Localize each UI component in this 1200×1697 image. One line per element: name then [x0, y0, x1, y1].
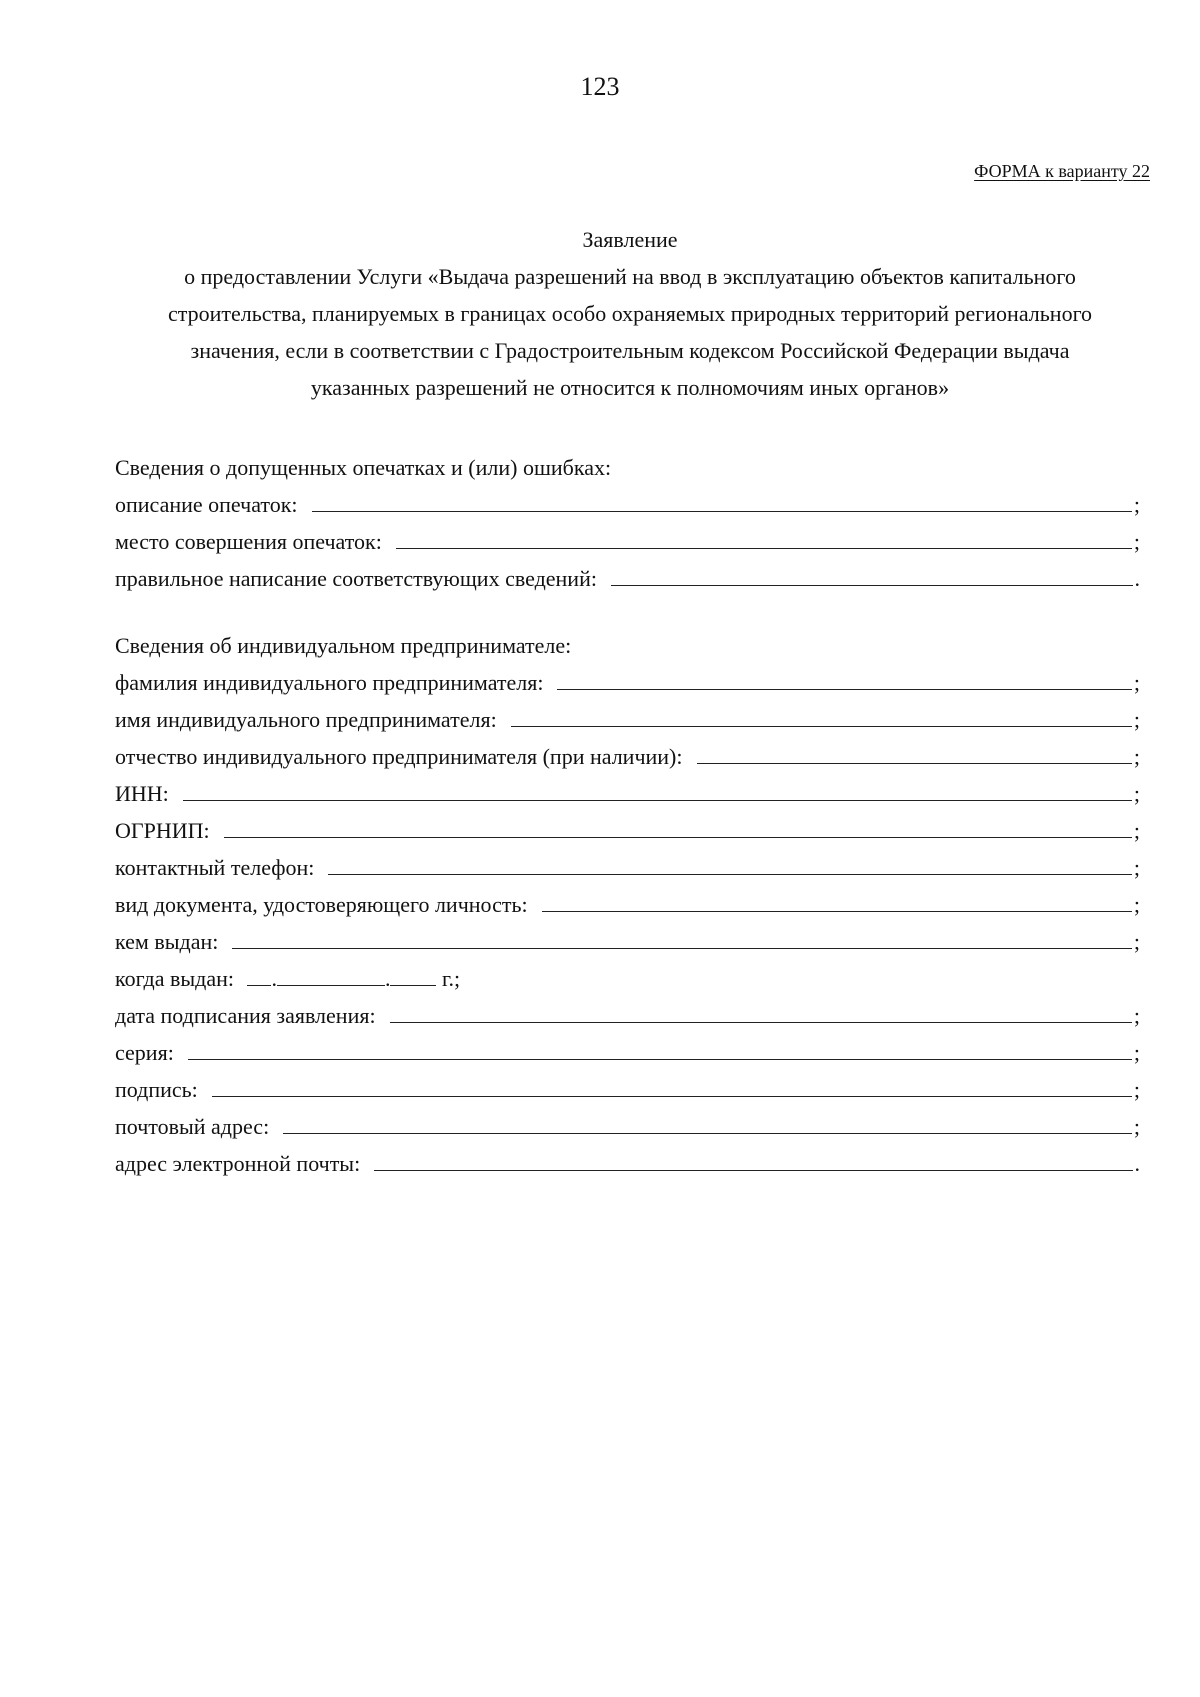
field-series [115, 1034, 1140, 1071]
first-name-input[interactable] [511, 704, 1132, 727]
field-label: имя индивидуального предпринимателя: [115, 707, 497, 732]
field-inn [115, 775, 1140, 812]
field-id-document-type [115, 886, 1140, 923]
field-correct-spelling [115, 560, 1140, 597]
field-postal-address [115, 1108, 1140, 1145]
title-heading: Заявление [582, 227, 678, 252]
field-terminator: ; [1133, 492, 1140, 517]
issue-day-input[interactable] [247, 965, 271, 986]
series-input[interactable] [188, 1037, 1132, 1060]
field-label: ИНН: [115, 781, 169, 806]
entrepreneur-section-heading: Сведения об индивидуальном предпринимателе: [115, 633, 572, 658]
field-label: отчество индивидуального предпринимателя (при наличии): [115, 744, 683, 769]
date-separator: . [271, 966, 277, 991]
field-patronymic [115, 738, 1140, 775]
field-label: фамилия индивидуального предпринимателя: [115, 670, 544, 695]
field-terminator: ; [1133, 1003, 1140, 1028]
page-number: 123 [580, 72, 620, 101]
field-signature [115, 1071, 1140, 1108]
title-line: значения, если в соответствии с Градостроительным кодексом Российской Федерации выдача [190, 338, 1070, 363]
errors-section [115, 449, 1140, 597]
field-label: адрес электронной почты: [115, 1151, 361, 1176]
date-separator: . [384, 966, 391, 991]
field-label: кем выдан: [115, 929, 219, 954]
field-terminator: ; [1133, 1040, 1140, 1065]
year-suffix: г.; [441, 966, 461, 991]
field-label: описание опечаток: [115, 492, 298, 517]
title-line: строительства, планируемых в границах особо охраняемых природных территорий регионального [167, 301, 1093, 326]
field-label: правильное написание соответствующих сведений: [115, 566, 597, 591]
field-signing-date [115, 997, 1140, 1034]
title-line: указанных разрешений не относится к полномочиям иных органов» [310, 375, 950, 400]
field-terminator: ; [1133, 855, 1140, 880]
field-surname [115, 664, 1140, 701]
field-terminator: ; [1133, 670, 1140, 695]
field-email [115, 1145, 1140, 1182]
postal-address-input[interactable] [283, 1111, 1132, 1134]
phone-input[interactable] [328, 852, 1132, 875]
issued-by-input[interactable] [232, 926, 1132, 949]
signing-date-input[interactable] [390, 1000, 1132, 1023]
field-label: ОГРНИП: [115, 818, 210, 843]
field-label: подпись: [115, 1077, 198, 1102]
signature-input[interactable] [212, 1074, 1132, 1097]
field-terminator: ; [1133, 781, 1140, 806]
field-terminator: ; [1133, 744, 1140, 769]
field-typo-description [115, 486, 1140, 523]
field-issued-by [115, 923, 1140, 960]
issue-month-input[interactable] [277, 965, 385, 986]
field-label: место совершения опечаток: [115, 529, 382, 554]
field-terminator: . [1134, 1151, 1140, 1176]
inn-input[interactable] [183, 778, 1132, 801]
typo-location-input[interactable] [396, 526, 1132, 549]
field-label: когда выдан: [115, 966, 234, 991]
issue-year-input[interactable] [390, 965, 436, 986]
field-terminator: ; [1133, 1077, 1140, 1102]
field-label: почтовый адрес: [115, 1114, 270, 1139]
id-document-type-input[interactable] [542, 889, 1132, 912]
field-phone [115, 849, 1140, 886]
field-label: вид документа, удостоверяющего личность: [115, 892, 528, 917]
document-title [100, 221, 1160, 406]
entrepreneur-section [115, 627, 1140, 1182]
field-label: дата подписания заявления: [115, 1003, 376, 1028]
field-terminator: ; [1133, 707, 1140, 732]
field-terminator: ; [1133, 818, 1140, 843]
surname-input[interactable] [557, 667, 1131, 690]
email-input[interactable] [374, 1148, 1132, 1171]
field-label: серия: [115, 1040, 174, 1065]
field-typo-location [115, 523, 1140, 560]
correct-spelling-input[interactable] [611, 563, 1133, 586]
field-issue-date [115, 960, 1140, 997]
field-terminator: ; [1133, 529, 1140, 554]
field-terminator: . [1134, 566, 1140, 591]
form-variant-label: ФОРМА к варианту 22 [974, 161, 1150, 181]
field-first-name [115, 701, 1140, 738]
patronymic-input[interactable] [697, 741, 1132, 764]
title-line: о предоставлении Услуги «Выдача разрешений на ввод в эксплуатацию объектов капитального [184, 264, 1076, 289]
field-label: контактный телефон: [115, 855, 315, 880]
field-terminator: ; [1133, 892, 1140, 917]
field-terminator: ; [1133, 929, 1140, 954]
typo-description-input[interactable] [312, 489, 1132, 512]
errors-section-heading: Сведения о допущенных опечатках и (или) ошибках: [115, 455, 612, 480]
field-ogrnip [115, 812, 1140, 849]
ogrnip-input[interactable] [224, 815, 1132, 838]
field-terminator: ; [1133, 1114, 1140, 1139]
